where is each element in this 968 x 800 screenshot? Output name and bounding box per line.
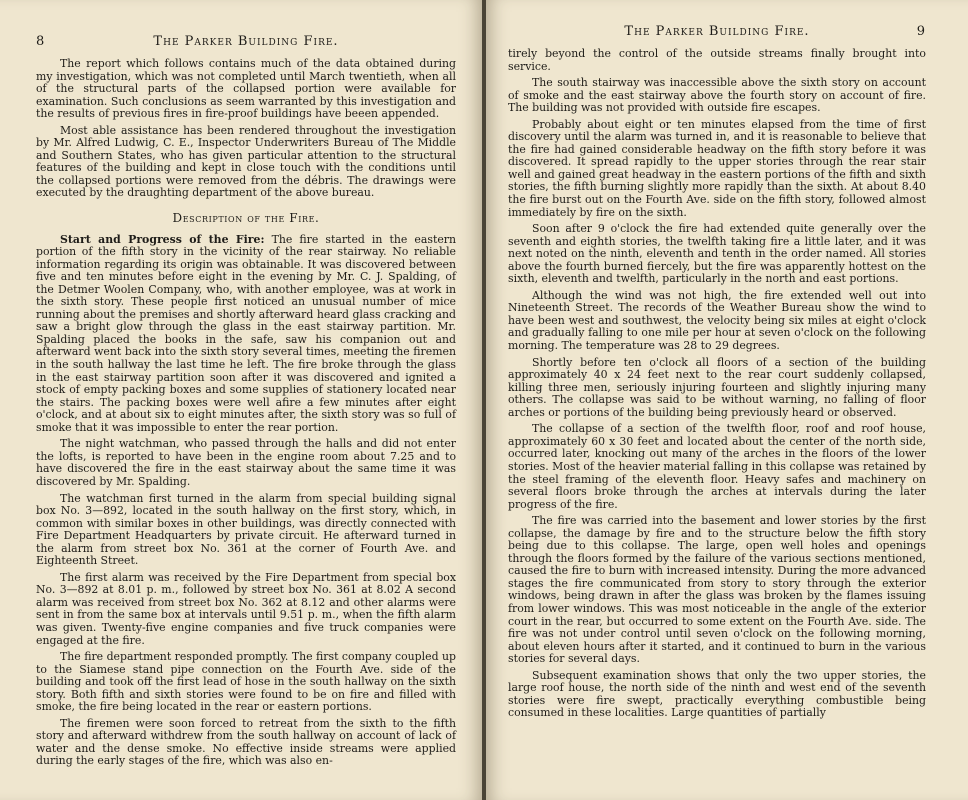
- left-running-header: The Parker Building Fire.: [153, 34, 339, 49]
- left-page-text: [36, 58, 456, 768]
- left-page-header: [36, 34, 456, 58]
- paragraph: Probably about eight or ten minutes elapsed from the time of first discovery until the alarm was turned in, and it is reasonable to believe that the fire had gained considerable headway on the fifth story before it was discovered. It spread rapidly to the upper stories through the rear stair well and gained great headway in the eastern portions of the fifth and sixth stories, the fifth burning slightly more rapidly than the sixth. At about 8.40 the fire burst out on the Fourth Ave. side on the fifth story, followed almost immediately by fire on the sixth.: [508, 117, 926, 219]
- paragraph: Although the wind was not high, the fire extended well out into Nineteenth Street. The records of the Weather Bureau show the wind to have been west and southwest, the velocity being six miles at eight o'clock and gradually falling to one mile per hour at seven o'clock on the following morning. The temperature was 28 to 29 degrees.: [508, 288, 926, 353]
- paragraph: The collapse of a section of the twelfth floor, roof and roof house, approximately 60 x 30 feet and located about the center of the north side, occurred later, knocking out many of the arches in the floors of the lower stories. Most of the heavier material falling in this collapse was retained by the steel framing of the eleventh floor. Heavy safes and machinery on several floors broke through the arches at intervals during the later progress of the fire.: [508, 422, 926, 511]
- continued-paragraph: tirely beyond the control of the outside streams finally brought into service.: [508, 47, 926, 73]
- right-running-header: The Parker Building Fire.: [624, 24, 810, 39]
- paragraph: The night watchman, who passed through the halls and did not enter the lofts, is reported to have been in the engine room about 7.25 and to have discovered the fire in the east stairway about the same time it was discovered by Mr. Spalding.: [36, 437, 456, 488]
- runin-text: The fire started in the eastern portion of the fifth story in the vicinity of the rear stairway. No reliable information regarding its origin was obtainable. It was discovered between five and ten minutes before eight in the evening by Mr. C. J. Spalding, of the Detmer Woolen Company, who, with another employee, was at work in the sixth story. These people first noticed an unusual number of mice running about the premises and shortly afterward heard glass cracking and saw a bright glow through the glass in the east stairway partition. Mr. Spalding placed the books in the safe, saw his companion out and afterward went back into the sixth story several times, meeting the firemen in the south hallway the last time he left. The fire broke through the glass in the east stairway partition soon after it was discovered and ignited a stock of empty packing boxes and some supplies of stationery located near the stairs. The packing boxes were well afire a few minutes after eight o'clock, and at about six to eight minutes after, the sixth story was so full of smoke that it was impossible to enter the rear portion.: [36, 232, 457, 434]
- paragraph: Subsequent examination shows that only the two upper stories, the large roof house, the north side of the ninth and west end of the seventh stories were fire swept, practically everything combustible being consumed in these localities. Large quantities of partially: [508, 668, 926, 720]
- right-page-number: 9: [916, 24, 926, 39]
- left-page-number: 8: [36, 34, 46, 49]
- left-page: [0, 0, 482, 800]
- paragraph: Soon after 9 o'clock the fire had extended quite generally over the seventh and eighth stories, the twelfth taking fire a little later, and it was next noted on the ninth, eleventh and tenth in the order named. All stories above the fourth burned fiercely, but the fire was apparently hottest on the sixth, eleventh and twelfth, particularly in the north and east portions.: [508, 222, 926, 286]
- runin-heading: Start and Progress of the Fire:: [60, 232, 265, 246]
- section-heading: Description of the Fire.: [172, 211, 320, 226]
- paragraph: The report which follows contains much of the data obtained during my investigation, which was not completed until March twentieth, when all of the structural parts of the collapsed portion were available for examination. Such conclusions as seem warranted by this investigation and the results of previous fires in fire-proof buildings have beeen appended.: [36, 57, 456, 121]
- right-page-text: [508, 48, 926, 720]
- right-page-header: [508, 24, 926, 48]
- paragraph: The firemen were soon forced to retreat from the sixth to the fifth story and afterward withdrew from the south hallway on account of lack of water and the dense smoke. No effective inside streams were applied during the early stages of the fire, which was also en-: [36, 716, 456, 768]
- paragraph: The south stairway was inaccessible above the sixth story on account of smoke and the east stairway above the fourth story on account of fire. The building was not provided with outside fire escapes.: [508, 76, 926, 115]
- paragraph: The fire department responded promptly. The first company coupled up to the Siamese stand pipe connection on the Fourth Ave. side of the building and took off the first lead of hose in the south hallway on the sixth story. Both fifth and sixth stories were found to be on fire and filled with smoke, the fire being located in the rear or eastern portions.: [36, 650, 456, 714]
- paragraph: The watchman first turned in the alarm from special building signal box No. 3—892, located in the south hallway on the first story, which, in common with similar boxes in other buildings, was directly connected with Fire Department Headquarters by private circuit. He afterward turned in the alarm from street box No. 361 at the corner of Fourth Ave. and Eighteenth Street.: [36, 491, 456, 568]
- right-page: [486, 0, 968, 800]
- paragraph: Most able assistance has been rendered throughout the investigation by Mr. Alfred Ludwig, C. E., Inspector Underwriters Bureau of The Middle and Southern States, who has given particular attention to the structural features of the building and kept in close touch with the conditions until the collapsed portions were removed from the débris. The drawings were executed by the draughting department of the above bureau.: [36, 123, 456, 200]
- paragraph: The fire was carried into the basement and lower stories by the first collapse, the damage by fire and to the structure below the fifth story being due to this collapse. The large, open well holes and openings through the floors formed by the failure of the various sections mentioned, caused the fire to burn with increased intensity. During the more advanced stages the fire communicated from story to story through the exterior windows, being drawn in after the glass was broken by the flames issuing from lower windows. This was most noticeable in the angle of the exterior court in the rear, but occurred to some extent on the Fourth Ave. side. The fire was not under control until seven o'clock on the following morning, about eleven hours after it started, and it continued to burn in the various stories for several days.: [508, 514, 926, 666]
- paragraph: The first alarm was received by the Fire Department from special box No. 3—892 at 8.01 p. m., followed by street box No. 361 at 8.02 A second alarm was received from street box No. 362 at 8.12 and other alarms were sent in from the same box at intervals until 9.51 p. m., when the fifth alarm was given. Twenty-five engine companies and five truck companies were engaged at the fire.: [36, 570, 456, 647]
- paragraph-start-and-progress: [36, 234, 456, 435]
- paragraph: Shortly before ten o'clock all floors of a section of the building approximately 40 x 24 feet next to the rear court suddenly collapsed, killing three men, seriously injuring fourteen and slightly injuring many others. The collapse was said to be without warning, no falling of floor arches or portions of the building being previously heard or observed.: [508, 355, 926, 419]
